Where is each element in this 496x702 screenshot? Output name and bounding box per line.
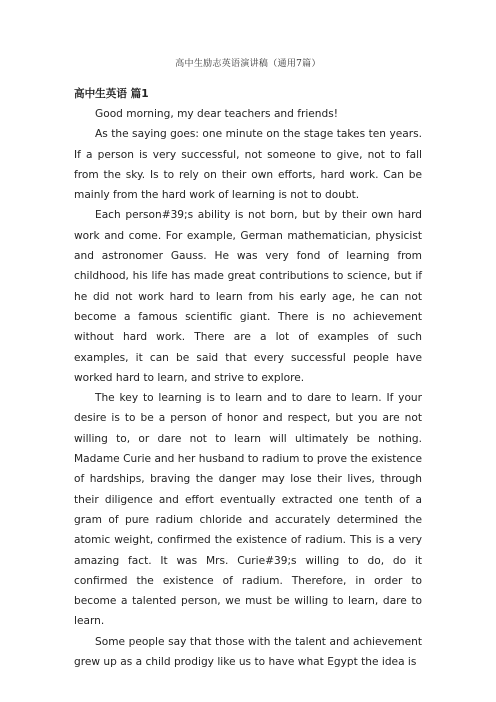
paragraph-ability: Each person#39;s ability is not born, but by their own hard work and come. For example, German mathematician, physicist and astronomer Gauss. He was very fond of learning from childhood, his life has made great contributions to science, but if he did not work hard to learn from his early age, he can not become a famous scientific giant. There is no achievement without hard work. There are a lot of examples of such examples, it can be said that every successful people have worked hard to learn, and strive to explore. xyxy=(74,209,422,384)
document-body xyxy=(74,84,422,672)
document-header: 高中生励志英语演讲稿（通用7篇） xyxy=(175,59,321,69)
paragraph-greeting: Good morning, my dear teachers and friends! xyxy=(95,108,338,120)
section-title: 高中生英语 篇1 xyxy=(74,88,149,100)
paragraph-talent: Some people say that those with the talent and achievement grew up as a child prodigy like us to have what Egypt the idea is xyxy=(74,635,422,669)
paragraph-key-to-learning: The key to learning is to learn and to dare to learn. If your desire is to be a person of honor and respect, but you are not willing to, or dare not to learn will ultimately be nothing. Madame Curie and her husband to radium to prove the existence of hardships, braving the danger may lose their lives, through their diligence and effort eventually extracted one tenth of a gram of pure radium chloride and accurately determined the atomic weight, confirmed the existence of radium. This is a very amazing fact. It was Mrs. Curie#39;s willing to do, do it confirmed the existence of radium. Therefore, in order to become a talented person, we must be willing to learn, dare to learn. xyxy=(74,392,422,628)
paragraph-saying: As the saying goes: one minute on the stage takes ten years. If a person is very successful, not someone to give, not to fall from the sky. Is to rely on their own efforts, hard work. Can be mainly from the hard work of learning is not to doubt. xyxy=(74,128,422,202)
